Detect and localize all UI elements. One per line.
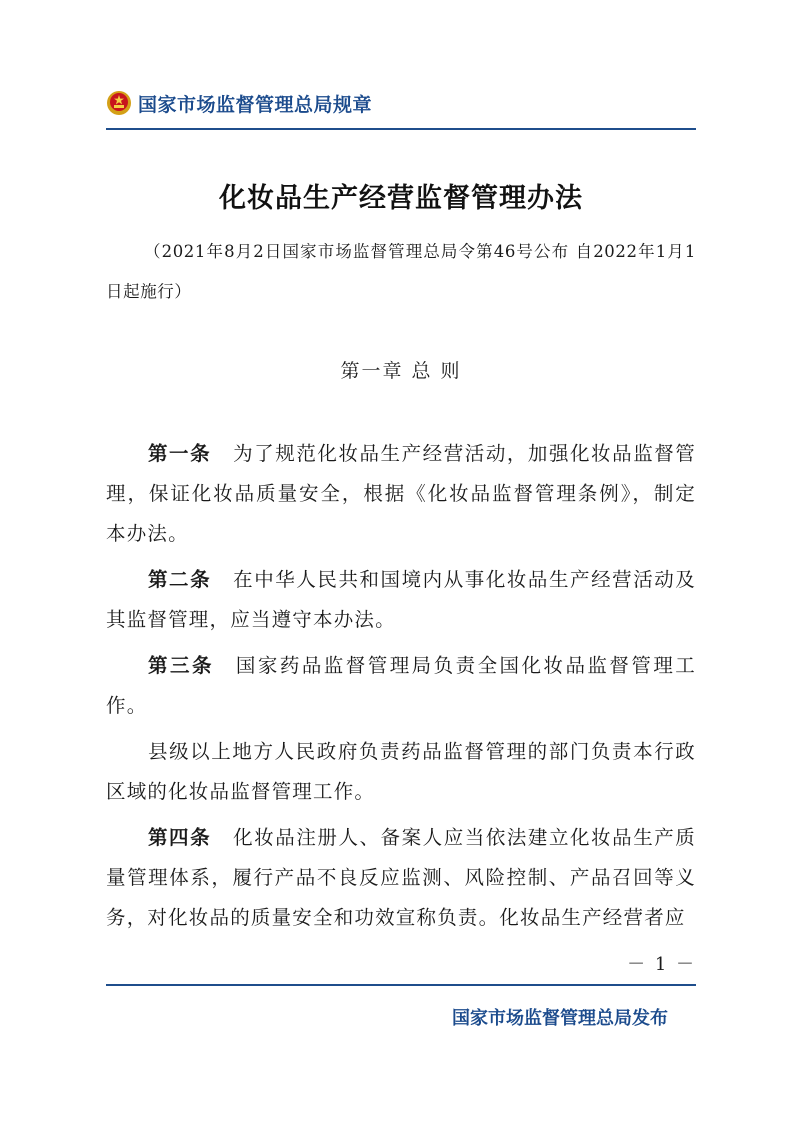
- page-number: － 1 －: [627, 954, 696, 975]
- article-label: 第三条: [148, 654, 214, 677]
- document-body: [106, 434, 696, 944]
- article-paragraph: [106, 646, 696, 726]
- chapter-heading: 第一章 总 则: [340, 360, 462, 382]
- article-label: 第二条: [148, 568, 212, 591]
- article-text: 县级以上地方人民政府负责药品监督管理的部门负责本行政区域的化妆品监督管理工作。: [106, 740, 696, 803]
- header-title: 国家市场监督管理总局规章: [138, 93, 373, 116]
- document-note: （2021年8月2日国家市场监督管理总局令第46号公布 自2022年1月1日起施行）: [106, 242, 696, 301]
- header-divider: [106, 128, 696, 130]
- article-label: 第四条: [148, 826, 212, 849]
- article-text: 化妆品注册人、备案人应当依法建立化妆品生产质量管理体系，履行产品不良反应监测、风险控制、产品召回等义务，对化妆品的质量安全和功效宣称负责。化妆品生产经营者应: [106, 826, 696, 929]
- article-paragraph: [106, 560, 696, 640]
- article-text: 在中华人民共和国境内从事化妆品生产经营活动及其监督管理，应当遵守本办法。: [106, 568, 696, 631]
- article-paragraph: [106, 434, 696, 554]
- footer-divider: [106, 984, 696, 986]
- article-label: 第一条: [148, 442, 212, 465]
- article-paragraph: [106, 818, 696, 938]
- national-emblem-icon: [106, 90, 132, 116]
- article-paragraph: [106, 732, 696, 812]
- footer-publisher: 国家市场监督管理总局发布: [452, 1008, 668, 1029]
- regulation-header: [106, 86, 696, 120]
- article-text: 国家药品监督管理局负责全国化妆品监督管理工作。: [106, 654, 697, 717]
- article-text: 为了规范化妆品生产经营活动，加强化妆品监督管理，保证化妆品质量安全，根据《化妆品监督管理条例》，制定本办法。: [106, 442, 696, 545]
- document-title: 化妆品生产经营监督管理办法: [219, 183, 583, 214]
